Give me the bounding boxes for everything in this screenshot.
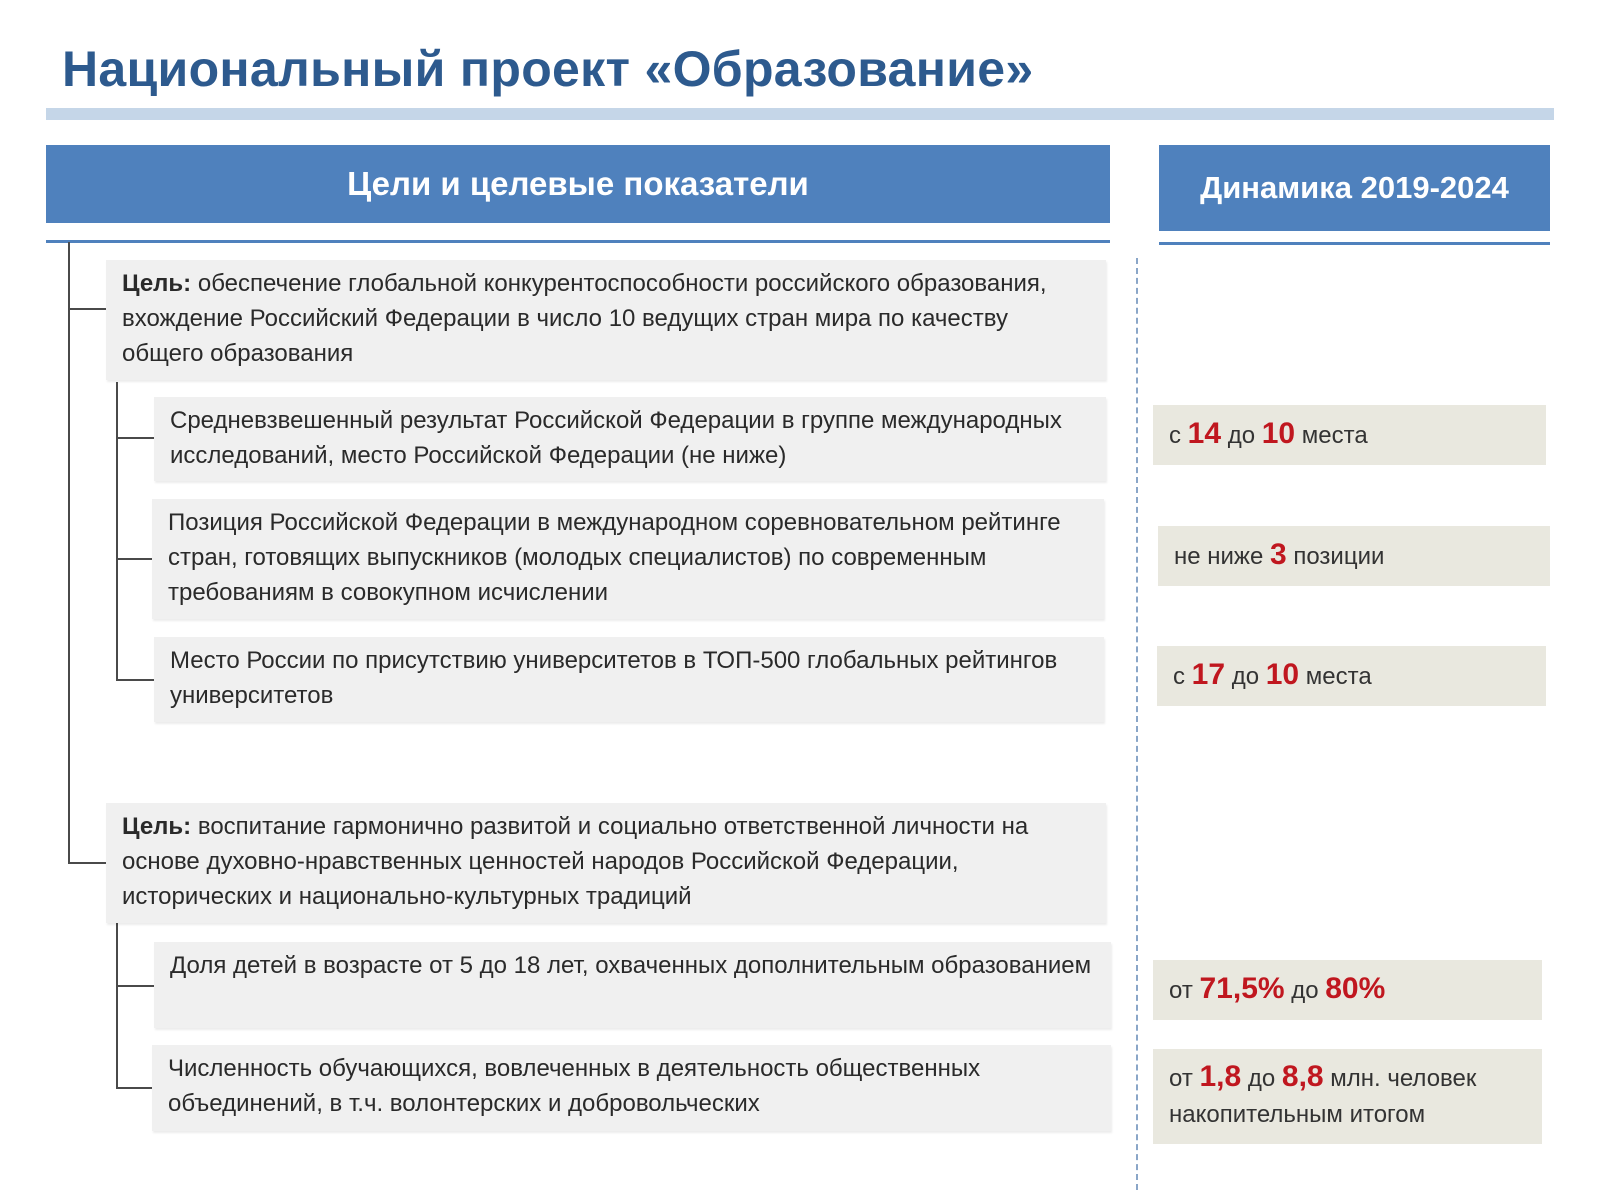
indicator-text: Место России по присутствию университетов в ТОП-500 глобальных рейтингов университетов [170,647,1058,709]
dynamic-text: до [1241,1065,1282,1092]
goal-text: обеспечение глобальной конкурентоспособности российского образования, вхождение Российский Федерации в число 10 ведущих стран мира по качеству общего образования [122,270,1047,367]
goal-2-branch [116,923,118,1088]
title-underline [46,108,1554,120]
dynamic-box-3 [1157,646,1546,706]
indicator-box-2 [152,499,1104,619]
indicator-2-connector [116,558,154,560]
dynamic-text: до [1284,977,1326,1004]
dynamic-text: не ниже [1174,543,1270,570]
goal-box-2 [106,803,1106,923]
dynamics-header-underline [1159,242,1550,245]
dynamic-text: места [1299,663,1372,690]
dynamic-text: от [1169,977,1200,1004]
dynamic-text: позиции [1286,543,1385,570]
goals-header-underline [46,240,1110,243]
dynamic-text: до [1221,422,1262,449]
goal-1-connector [68,308,106,310]
dynamic-to-value: 80% [1325,972,1386,1005]
dynamics-header: Динамика 2019-2024 [1159,145,1550,231]
goal-label: Цель: [122,813,192,840]
column-divider [1136,258,1138,1190]
dynamic-from-value: 1,8 [1199,1060,1242,1093]
dynamic-from-value: 71,5% [1199,972,1285,1005]
dynamic-box-5 [1153,1049,1542,1144]
goal-1-branch [116,382,118,680]
dynamic-from-value: 14 [1187,417,1222,450]
dynamic-to-value: 8,8 [1281,1060,1324,1093]
indicator-3-connector [116,679,154,681]
dynamic-text: млн. человек накопительным итогом [1169,1065,1477,1128]
goal-label: Цель: [122,270,192,297]
dynamic-value: 3 [1270,538,1287,571]
goal-2-connector [68,862,106,864]
dynamic-box-4 [1153,960,1542,1020]
dynamic-from-value: 17 [1191,658,1226,691]
indicator-4-connector [116,985,154,987]
indicator-box-3 [154,637,1104,722]
indicator-5-connector [116,1087,154,1089]
indicator-text: Позиция Российской Федерации в международном соревновательном рейтинге стран, готовящих выпускников (молодых специалистов) по современным требованиям в совокупном исчислении [168,509,1061,606]
indicator-box-5 [152,1045,1111,1131]
dynamic-text: с [1173,663,1192,690]
indicator-box-1 [154,397,1106,481]
dynamic-text: места [1295,422,1368,449]
indicator-text: Средневзвешенный результат Российской Федерации в группе международных исследований, место Российской Федерации (не ниже) [170,407,1062,469]
dynamic-text: с [1169,422,1188,449]
indicator-text: Численность обучающихся, вовлеченных в деятельность общественных объединений, в т.ч. волонтерских и добровольческих [168,1055,981,1117]
goal-box-1 [106,260,1106,380]
indicator-text: Доля детей в возрасте от 5 до 18 лет, охваченных дополнительным образованием [170,952,1092,979]
dynamic-to-value: 10 [1261,417,1296,450]
goal-text: воспитание гармонично развитой и социально ответственной личности на основе духовно-нравственных ценностей народов Российской Федерации, исторических и национально-культурных традиций [122,813,1029,910]
dynamic-box-2 [1158,526,1550,586]
tree-trunk [68,242,70,863]
dynamic-text: от [1169,1065,1200,1092]
dynamic-to-value: 10 [1265,658,1300,691]
dynamic-text: до [1225,663,1266,690]
indicator-1-connector [116,437,154,439]
indicator-box-4 [154,942,1111,1028]
page-title: Национальный проект «Образование» [62,41,1034,97]
dynamic-box-1 [1153,405,1546,465]
goals-header: Цели и целевые показатели [46,145,1110,223]
